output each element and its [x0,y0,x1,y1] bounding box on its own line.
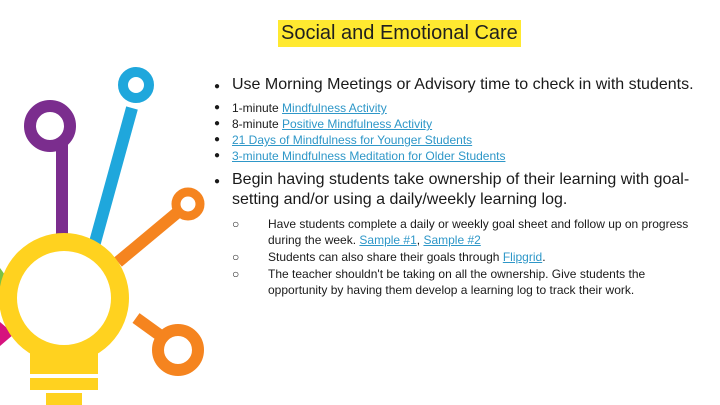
activity-prefix: 8-minute [232,117,283,131]
blue-node [123,72,149,98]
sub-bullet-goal-sheet [214,216,704,248]
bulb-glass [8,242,120,354]
sub-bullet-text: Students can also share their goals through [268,250,503,264]
slide-title: Social and Emotional Care [278,20,521,47]
sub-bullet-learning-log [214,266,704,298]
bullet-text: Use Morning Meetings or Advisory time to check in with students. [232,76,694,93]
younger-students-link[interactable]: 21 Days of Mindfulness for Younger Students [232,133,473,147]
activity-item [214,132,704,148]
activity-item [214,116,704,132]
filled-bullet-icon: ● [214,102,221,113]
sample-1-link[interactable]: Sample #1 [359,233,417,247]
sub-bullet-text: The teacher shouldn't be taking on all the ownership. Give students the opportunity by having them develop a learning log to track their work. [268,267,646,297]
bullet-morning-meetings [214,75,704,95]
hollow-bullet-icon: ○ [232,217,240,231]
activity-item [214,148,704,164]
activity-prefix: 1-minute [232,101,283,115]
bullet-text: Begin having students take ownership of their learning with goal-setting and/or using a daily/weekly learning log. [232,171,690,208]
positive-mindfulness-link[interactable]: Positive Mindfulness Activity [282,117,433,131]
sample-2-link[interactable]: Sample #2 [423,233,481,247]
flipgrid-link[interactable]: Flipgrid [502,250,543,264]
bullet-list [214,75,704,299]
lightbulb-network-icon [0,0,230,405]
orange-node-lower [158,330,198,370]
filled-bullet-icon: ● [214,81,221,92]
activity-item [214,100,704,116]
filled-bullet-icon: ● [214,118,221,129]
sub-bullet-end: . [542,250,546,264]
hollow-bullet-icon: ○ [232,250,240,264]
filled-bullet-icon: ● [214,150,221,161]
blue-branch [94,108,132,246]
filled-bullet-icon: ● [214,134,221,145]
separator: , [416,233,424,247]
bulb-base [30,352,98,374]
sub-bullet-flipgrid [214,249,704,265]
orange-node-upper [176,192,200,216]
mindfulness-activities [214,100,704,164]
filled-bullet-icon: ● [214,176,221,187]
hollow-bullet-icon: ○ [232,267,240,281]
older-students-link[interactable]: 3-minute Mindfulness Meditation for Older Students [232,149,506,163]
bullet-goal-setting [214,170,704,210]
bulb-base-band [30,378,98,390]
bulb-tip [46,393,82,405]
purple-node [30,106,70,146]
orange-branch-upper [118,212,178,262]
sub-bullet-text: Have students complete a daily or weekly goal sheet and follow up on progress during the week. [268,217,689,247]
mindfulness-activity-link[interactable]: Mindfulness Activity [282,101,387,115]
